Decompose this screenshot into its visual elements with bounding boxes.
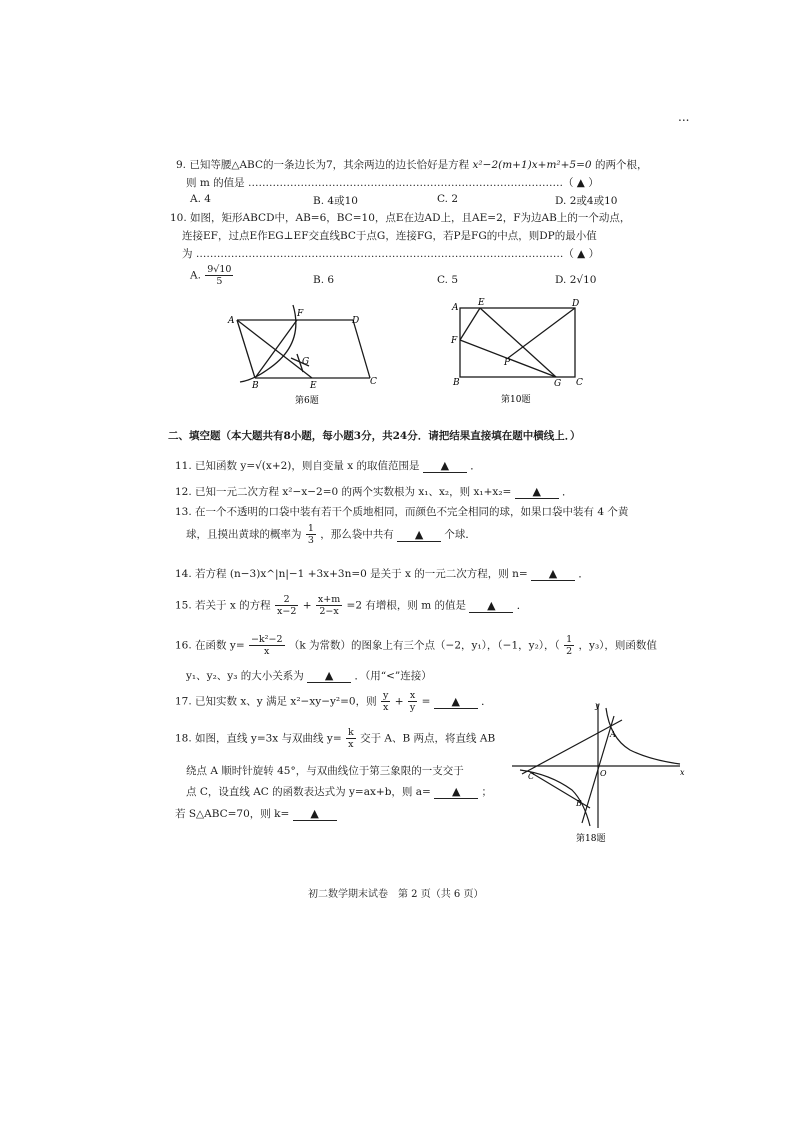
q17-fraction-1-denominator: x: [382, 702, 389, 713]
q13-line1: [175, 504, 628, 519]
q16-half-denominator: 2: [566, 646, 573, 657]
fig10-label-b: B: [453, 378, 460, 388]
fig6-side-dc: [353, 320, 370, 378]
q11-answer-blank[interactable]: ▲: [423, 460, 467, 473]
q15-fraction-1: [275, 594, 298, 617]
q10-line3: 为 ……………………………………………………………………………………………（ ▲ ）: [182, 248, 600, 260]
fig6-label-f: F: [297, 309, 304, 319]
q15: [175, 594, 527, 617]
fig6-label-d: D: [352, 316, 360, 326]
q14-number: 14.: [175, 568, 192, 580]
fig6-label-c: C: [370, 377, 377, 387]
q14-answer-blank[interactable]: ▲: [531, 568, 575, 581]
q18-text-a: 如图，直线 y=3x 与双曲线 y=: [195, 732, 342, 745]
q10-option-d: D. 2√10: [555, 274, 597, 286]
fig18-label-y: y: [595, 701, 600, 710]
fig10-label-a: A: [452, 303, 459, 313]
q14-text: 若方程 (n−3)x^|n|−1 +3x+3n=0 是关于 x 的一元二次方程，则 n=: [195, 568, 528, 580]
figure-6: [225, 300, 385, 410]
q15-fraction-2: [316, 594, 342, 617]
fig18-hyperbola-q1: [606, 708, 680, 764]
fig10-label-g: G: [554, 379, 562, 389]
q12-text: 已知一元二次方程 x²−x−2=0 的两个实数根为 x₁、x₂，则 x₁+x₂=: [195, 486, 512, 498]
q13-line2: [186, 523, 476, 546]
q18-line4: [175, 806, 337, 821]
q17-fraction-1: [381, 690, 390, 713]
q15-text-b: =2 有增根，则 m 的值是: [346, 599, 466, 612]
q9-line1: [176, 157, 647, 172]
q10-option-c: C. 5: [437, 274, 459, 286]
section-2-title: 二、填空题（本大题共有8小题，每小题3分，共24分．请把结果直接填在题中横线上．）: [168, 430, 581, 442]
q10-option-a-label: A.: [190, 269, 201, 282]
fig6-side-ab: [237, 320, 255, 378]
fig6-label-e: E: [310, 381, 317, 391]
q18-text-b: 交于 A、B 两点，将直线 AB: [360, 732, 496, 745]
q17-fraction-1-numerator: y: [382, 690, 389, 701]
q13-answer-blank[interactable]: ▲: [397, 529, 441, 542]
q16-line2: [186, 668, 432, 683]
q15-answer-blank[interactable]: ▲: [469, 600, 513, 613]
fig18-label-c: C: [528, 772, 535, 781]
q9-option-b: B. 4或10: [313, 195, 358, 207]
q9-stem: 已知等腰△ABC的一条边长为7，其余两边的边长恰好是方程: [189, 159, 470, 171]
q11: [175, 458, 481, 473]
q13-text2b: ，那么袋中共有: [320, 528, 394, 541]
q16-half-fraction: [564, 634, 574, 657]
q9-stem-end: 的两个根，: [594, 159, 648, 171]
q10-line1: [170, 210, 630, 225]
q13-fraction: [306, 523, 316, 546]
figure-18: [510, 698, 690, 848]
q16-text-line2: y₁、y₂、y₃ 的大小关系为: [186, 670, 304, 682]
q11-text: 已知函数 y=√(x+2)，则自变量 x 的取值范围是: [195, 460, 420, 472]
fig18-label-o: O: [600, 769, 607, 778]
q18-fraction-denominator: x: [348, 739, 354, 750]
fig10-segment-ef: [460, 308, 480, 340]
fig10-label-d: D: [572, 299, 580, 309]
q9-equation: x²−2(m+1)x+m²+5=0: [472, 159, 592, 171]
q16-number: 16.: [175, 639, 192, 652]
q17-fraction-2-denominator: y: [409, 702, 416, 713]
q9-option-a: A. 4: [190, 193, 211, 205]
q17-end: ．: [481, 695, 492, 708]
q15-fraction-1-numerator: 2: [275, 594, 298, 606]
q10-option-b: B. 6: [313, 274, 335, 286]
fig6-label-g: G: [302, 357, 310, 367]
q12: [175, 484, 573, 499]
q18-answer-blank-k[interactable]: ▲: [293, 808, 337, 821]
fig18-label-b: B: [576, 799, 582, 808]
q15-fraction-2-denominator: 2−x: [319, 606, 339, 617]
q18-line3: [186, 784, 492, 799]
q17-answer-blank[interactable]: ▲: [434, 696, 478, 709]
q17-plus: +: [394, 695, 404, 708]
q18-text-line3b: ；: [481, 786, 493, 798]
q15-fraction-1-denominator: x−2: [277, 606, 297, 617]
q16-answer-blank[interactable]: ▲: [307, 670, 351, 683]
q15-number: 15.: [175, 599, 192, 612]
fig6-label-b: B: [252, 381, 259, 391]
q16-text-c: ，y₃），则函数值: [578, 639, 657, 652]
q9-option-c: C. 2: [437, 193, 459, 205]
fig10-label-f: F: [451, 336, 458, 346]
q16-fraction: [249, 634, 285, 657]
q16-text-b: （k 为常数）的图象上有三个点（−2，y₁），（−1，y₂），（: [288, 639, 560, 652]
fig18-label-a: A: [610, 730, 616, 739]
q10-number: 10.: [170, 212, 187, 224]
fig6-label-a: A: [228, 316, 235, 326]
q17-text-a: 已知实数 x、y 满足 x²−xy−y²=0，则: [195, 695, 377, 708]
q15-fraction-2-numerator: x+m: [317, 594, 341, 605]
fig6-caption: 第6题: [295, 396, 319, 406]
q16-fraction-numerator: −k²−2: [250, 634, 283, 645]
q18-text-line4a: 若 S△ABC=70，则 k=: [175, 808, 290, 820]
q12-answer-blank[interactable]: ▲: [515, 486, 559, 499]
q15-end: ．: [516, 599, 528, 612]
q10-option-a-numerator: 9√10: [207, 264, 232, 275]
q18-fraction-numerator: k: [347, 727, 354, 738]
q10-option-a-denominator: 5: [216, 276, 223, 287]
q11-end: ．: [470, 460, 481, 472]
q17: [175, 690, 492, 713]
corner-marks: ...: [678, 110, 690, 124]
q17-equals: =: [421, 695, 431, 708]
fig6-segment-bf: [255, 320, 297, 378]
fig10-label-p: P: [504, 358, 511, 368]
q18-answer-blank-a[interactable]: ▲: [434, 786, 478, 799]
q13-text1: 在一个不透明的口袋中装有若干个质地相同，而颜色不完全相同的球，如果口袋中装有 4 个黄: [195, 506, 629, 518]
fig18-caption: 第18题: [576, 834, 606, 844]
fig10-label-c: C: [576, 378, 583, 388]
q16-text-line2-end: ．（用“<”连接）: [354, 670, 432, 682]
figure-10: [446, 296, 596, 408]
q12-end: ．: [562, 486, 573, 498]
q16-fraction-denominator: x: [264, 646, 270, 657]
fig10-segment-dp: [508, 308, 575, 358]
q13-text2a: 球，且摸出黄球的概率为: [186, 528, 302, 541]
q13-text2c: 个球．: [444, 528, 476, 541]
q15-text-a: 若关于 x 的方程: [195, 599, 271, 612]
q16-text-a: 在函数 y=: [195, 639, 245, 652]
q13-fraction-denominator: 3: [307, 535, 314, 546]
q17-fraction-2-numerator: x: [408, 690, 417, 702]
q13-fraction-numerator: 1: [307, 523, 314, 534]
q10-option-a-fraction: [205, 264, 233, 287]
q17-fraction-2: [408, 690, 417, 713]
q12-number: 12.: [175, 486, 192, 498]
q10-line2: 连接EF，过点E作EG⊥EF交直线BC于点G，连接FG，若P是FG的中点，则DP的最小值: [182, 230, 597, 242]
page-footer: 初二数学期末试卷 第 2 页（共 6 页）: [308, 889, 484, 900]
fig18-label-x: x: [680, 768, 685, 777]
q18-text-line3a: 点 C，设直线 AC 的函数表达式为 y=ax+b，则 a=: [186, 786, 431, 798]
fig10-segment-eg: [480, 308, 556, 377]
q16-line1: [175, 634, 657, 657]
q18-line2: 绕点 A 顺时针旋转 45°，与双曲线位于第三象限的一支交于: [186, 765, 464, 777]
q17-number: 17.: [175, 695, 192, 708]
q15-plus: +: [302, 599, 312, 612]
q18-number: 18.: [175, 732, 192, 745]
q13-number: 13.: [175, 506, 192, 518]
q18-line1: [175, 727, 495, 750]
q11-number: 11.: [175, 460, 192, 472]
q10-option-a: [190, 264, 234, 287]
fig6-segment-ae: [237, 320, 312, 378]
q18-fraction: [346, 727, 356, 750]
fig10-caption: 第10题: [501, 395, 531, 405]
q9-number: 9.: [176, 159, 187, 171]
fig10-label-e: E: [478, 298, 485, 308]
q9-option-d: D. 2或4或10: [555, 195, 618, 207]
q14: [175, 566, 589, 581]
q9-line2: 则 m 的值是 ………………………………………………………………………………（ ▲ ）: [186, 177, 599, 189]
q14-end: ．: [578, 568, 589, 580]
q10-text1: 如图，矩形ABCD中，AB=6，BC=10，点E在边AD上，且AE=2，F为边AB上的一个动点，: [190, 212, 631, 224]
q16-half-numerator: 1: [566, 634, 573, 645]
